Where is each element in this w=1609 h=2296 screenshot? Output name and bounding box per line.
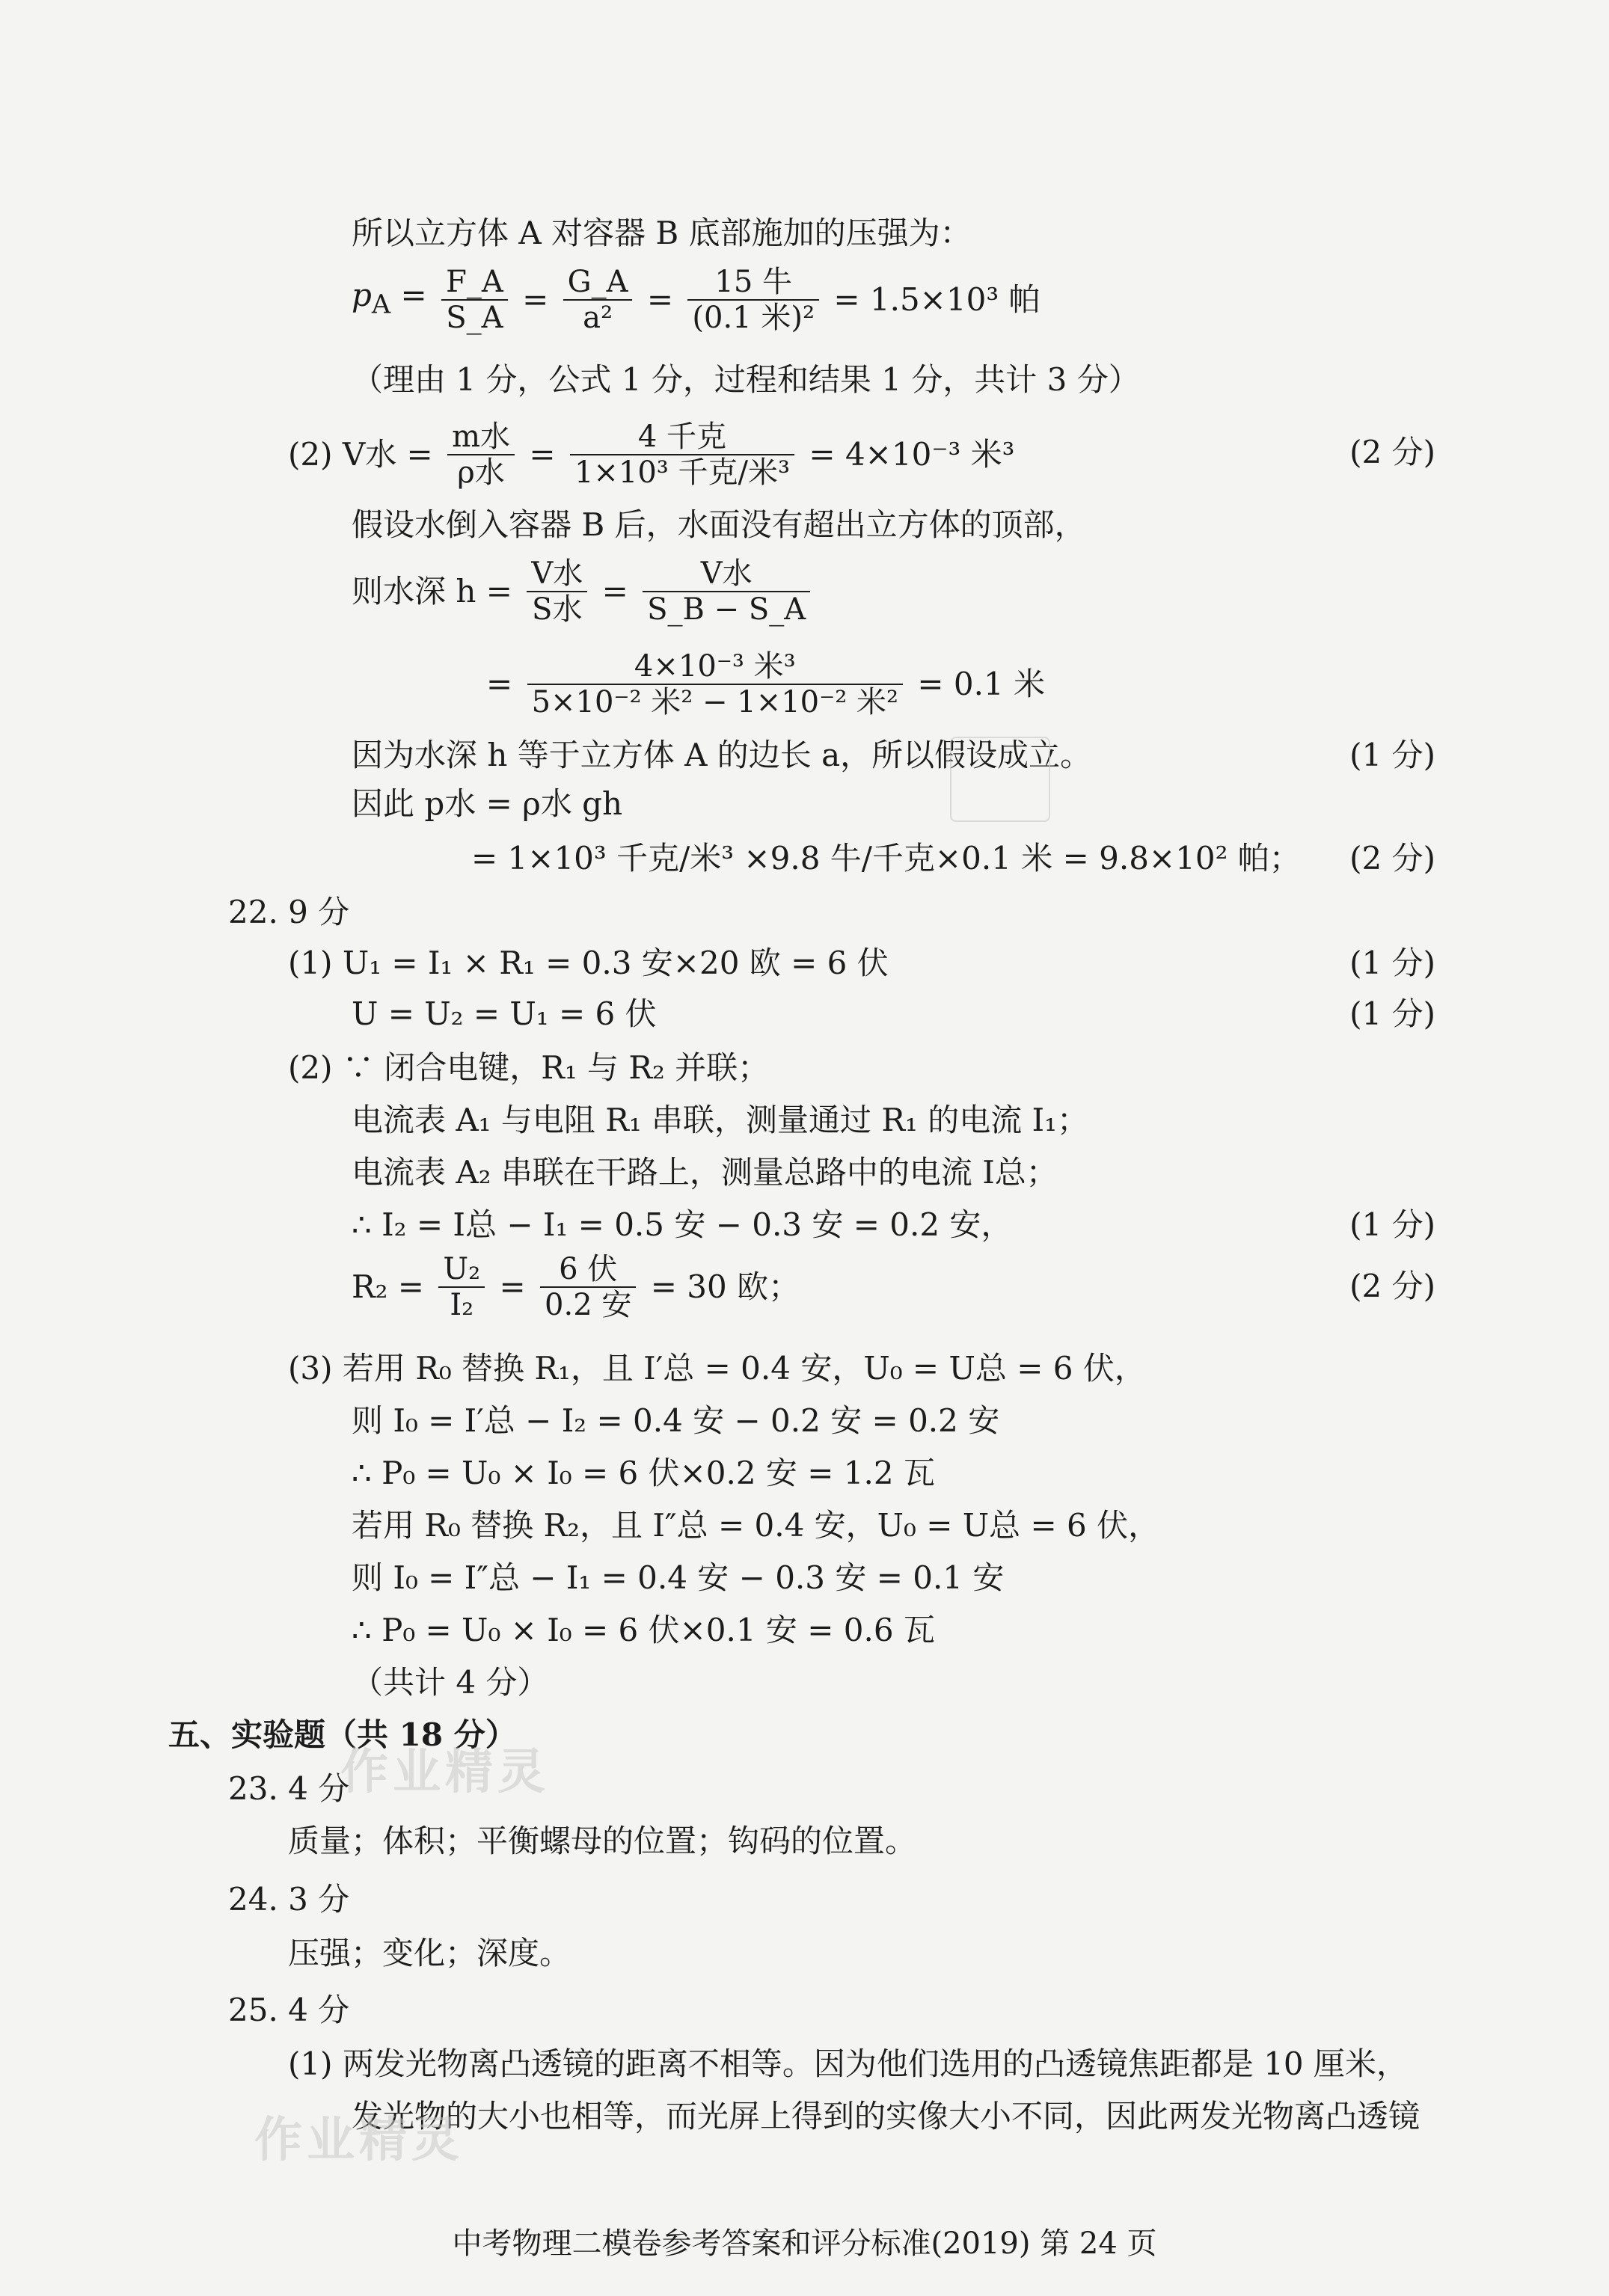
text-line: 压强；变化；深度。 xyxy=(288,1935,571,1971)
formula-line: R₂ = $\frac{\text{U₂}}{\text{I₂}}$ = $\frac{\text{6 伏}}{\text{0.2 安}}$ = 30 欧； xyxy=(352,1247,800,1325)
text-line: 发光物的大小也相等，而光屏上得到的实像大小不同，因此两发光物离凸透镜 xyxy=(352,2098,1420,2134)
formula-text: A xyxy=(371,289,391,320)
text-line: U = U₂ = U₁ = 6 伏 xyxy=(352,995,657,1032)
formula-line: $p_A$ = $\frac{F\_A}{S\_A}$ = $\frac{G\_A}{\text{a²}}$ = $\frac{\text{15 牛}}{\text{(0.1 米)²}}$ = 1.5×10³ 帕 xyxy=(352,258,1041,342)
text-line: ∴ I₂ = I总 − I₁ = 0.5 安 − 0.3 安 = 0.2 安， xyxy=(352,1206,1013,1243)
text-line: ∴ P₀ = U₀ × I₀ = 6 伏×0.2 安 = 1.2 瓦 xyxy=(352,1455,935,1491)
score-label: (2 分) xyxy=(1349,840,1435,877)
fraction: $\frac{G\_A}{\text{a²}}$ xyxy=(563,265,633,335)
text-line: 电流表 A₂ 串联在干路上，测量总路中的电流 I总； xyxy=(352,1154,1058,1191)
watermark: 作业精灵 xyxy=(254,2112,464,2168)
text-line: 因为水深 h 等于立方体 A 的边长 a，所以假设成立。 xyxy=(352,737,1092,773)
formula-line: 则水深 h = $\frac{\text{V水}}{\text{S水}}$ = $\frac{\text{V水}}{S\_B - S\_A}$ xyxy=(352,552,815,629)
formula-text: 则水深 h = xyxy=(352,573,512,610)
text-line: (2) ∵ 闭合电键，R₁ 与 R₂ 并联； xyxy=(288,1049,770,1086)
fraction: $\frac{\text{6 伏}}{\text{0.2 安}}$ xyxy=(540,1252,636,1322)
formula-line: (2) V水 = $\frac{\text{m水}}{\text{ρ水}}$ = $\frac{\text{4 千克}}{\text{1×10³ 千克/米³}}$ = 4×10⁻³ 米³ xyxy=(288,415,1015,492)
text-line: （理由 1 分，公式 1 分，过程和结果 1 分，共计 3 分） xyxy=(352,361,1140,398)
fraction: $\frac{\text{V水}}{\text{S水}}$ xyxy=(527,556,587,627)
stamp-mark xyxy=(950,737,1050,822)
question-number: 22. 9 分 xyxy=(228,894,350,930)
formula-text: p xyxy=(352,277,372,313)
text-line: 质量；体积；平衡螺母的位置；钩码的位置。 xyxy=(288,1823,917,1859)
text-line: 所以立方体 A 对容器 B 底部施加的压强为： xyxy=(352,215,972,251)
score-label: (1 分) xyxy=(1349,995,1435,1032)
score-label: (1 分) xyxy=(1349,737,1435,773)
text-line: 因此 p水 = ρ水 gh xyxy=(352,785,623,822)
formula-text: = 0.1 米 xyxy=(917,666,1046,702)
text-line: (3) 若用 R₀ 替换 R₁，且 I′总 = 0.4 安，U₀ = U总 = 6 伏， xyxy=(288,1350,1146,1387)
section-heading: 五、实验题（共 18 分） xyxy=(168,1716,517,1753)
formula-text: R₂ = xyxy=(352,1268,425,1305)
fraction: $\frac{F\_A}{S\_A}$ xyxy=(441,265,508,335)
formula-text: = 4×10⁻³ 米³ xyxy=(809,436,1015,473)
text-line: 假设水倒入容器 B 后，水面没有超出立方体的顶部， xyxy=(352,506,1086,543)
fraction: $\frac{\text{V水}}{S\_B - S\_A}$ xyxy=(643,556,810,627)
formula-text: (2) V水 = xyxy=(288,436,433,473)
text-line: (1) U₁ = I₁ × R₁ = 0.3 安×20 欧 = 6 伏 xyxy=(288,945,889,981)
question-number: 25. 4 分 xyxy=(228,1992,350,2028)
score-label: (2 分) xyxy=(1349,1268,1435,1304)
fraction: $\frac{\text{m水}}{\text{ρ水}}$ xyxy=(447,420,515,490)
watermark: 作业精灵 xyxy=(340,1744,550,1800)
fraction: $\frac{\text{4 千克}}{\text{1×10³ 千克/米³}}$ xyxy=(570,420,794,490)
text-line: = 1×10³ 千克/米³ ×9.8 牛/千克×0.1 米 = 9.8×10² 帕； xyxy=(471,840,1301,877)
formula-text: = 1.5×10³ 帕 xyxy=(833,281,1041,319)
text-line: ∴ P₀ = U₀ × I₀ = 6 伏×0.1 安 = 0.6 瓦 xyxy=(352,1612,935,1648)
text-line: 电流表 A₁ 与电阻 R₁ 串联，测量通过 R₁ 的电流 I₁； xyxy=(352,1102,1088,1138)
page-footer: 中考物理二模卷参考答案和评分标准(2019) 第 24 页 xyxy=(452,2226,1157,2261)
text-line: 若用 R₀ 替换 R₂，且 I″总 = 0.4 安，U₀ = U总 = 6 伏， xyxy=(352,1507,1160,1544)
question-number: 23. 4 分 xyxy=(228,1770,350,1807)
fraction: $\frac{\text{4×10⁻³ 米³}}{\text{5×10⁻² 米² − 1×10⁻² 米²}}$ xyxy=(527,649,903,719)
formula-text: = xyxy=(390,277,427,313)
text-line: （共计 4 分） xyxy=(352,1664,549,1701)
formula-text: = 30 欧； xyxy=(650,1268,800,1305)
question-number: 24. 3 分 xyxy=(228,1881,350,1918)
text-line: (1) 两发光物离凸透镜的距离不相等。因为他们选用的凸透镜焦距都是 10 厘米， xyxy=(288,2045,1408,2082)
text-line: 则 I₀ = I′总 − I₂ = 0.4 安 − 0.2 安 = 0.2 安 xyxy=(352,1402,1000,1439)
fraction: $\frac{\text{15 牛}}{\text{(0.1 米)²}}$ xyxy=(687,265,819,335)
formula-line: = $\frac{\text{4×10⁻³ 米³}}{\text{5×10⁻² 米² − 1×10⁻² 米²}}$ = 0.1 米 xyxy=(486,645,1045,722)
score-label: (2 分) xyxy=(1349,434,1435,470)
text-line: 则 I₀ = I″总 − I₁ = 0.4 安 − 0.3 安 = 0.1 安 xyxy=(352,1559,1005,1596)
score-label: (1 分) xyxy=(1349,1206,1435,1243)
score-label: (1 分) xyxy=(1349,945,1435,981)
fraction: $\frac{\text{U₂}}{\text{I₂}}$ xyxy=(438,1252,485,1322)
